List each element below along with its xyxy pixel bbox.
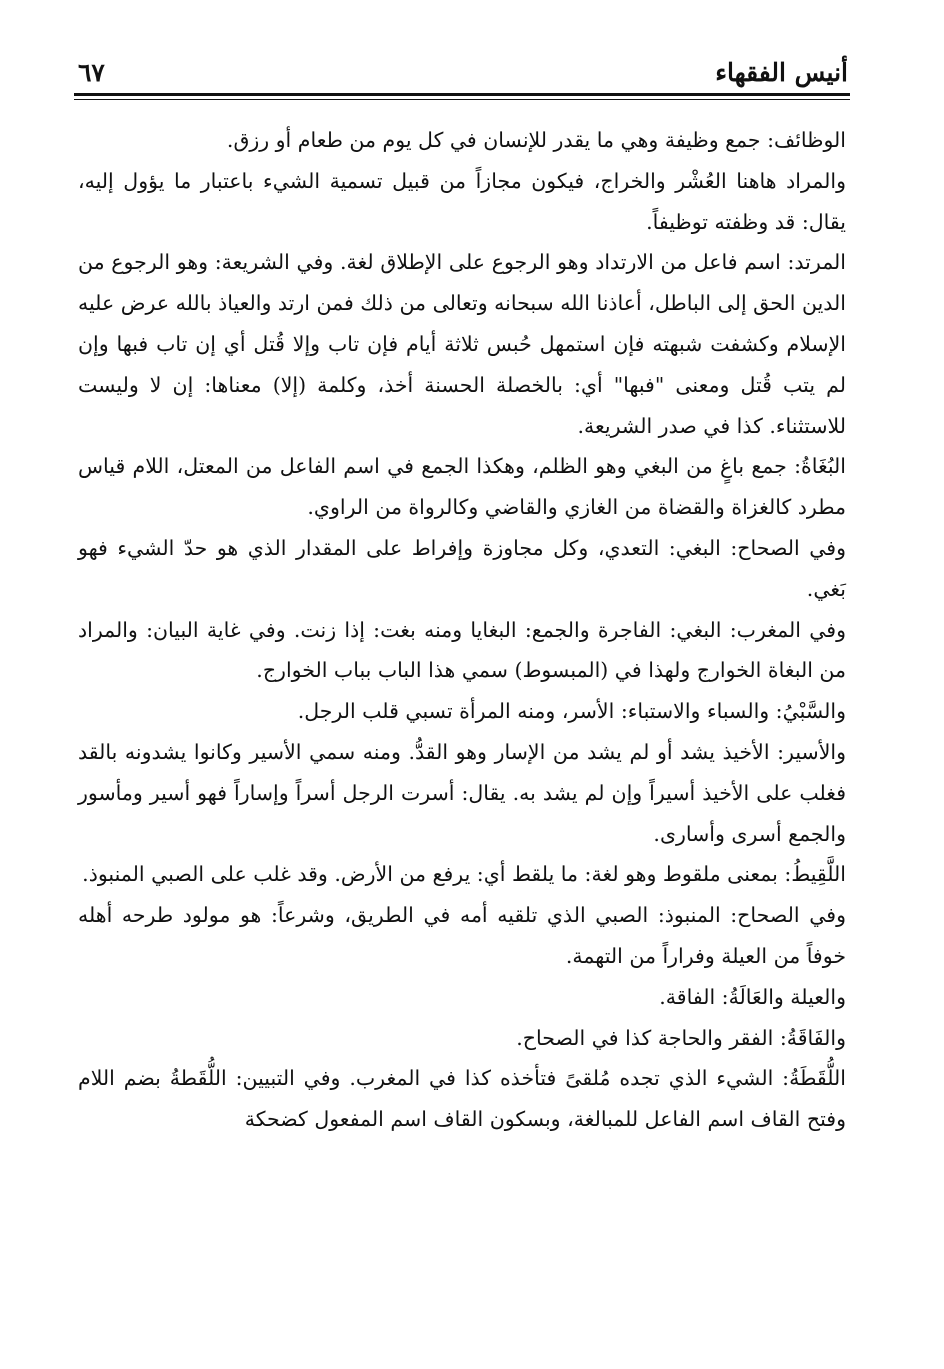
- page-number: ٦٧: [78, 58, 105, 87]
- paragraph-laqit: اللَّقِيطُ: بمعنى ملقوط وهو لغة: ما يلقط أي: يرفع من الأرض. وقد غلب على الصبي المنبوذ.: [82, 862, 846, 887]
- paragraph-luqata: اللُّقَطَةُ: الشيء الذي تجده مُلقىً فتأخذه كذا في المغرب. وفي التبيين: اللُّقَطةُ بضم اللام وفتح القاف اسم الفاعل للمبالغة، وبسكون القاف اسم المفعول كضحكة: [78, 1066, 846, 1132]
- paragraph-wazaif: الوظائف: جمع وظيفة وهي ما يقدر للإنسان في كل يوم من طعام أو رزق.: [226, 128, 846, 152]
- paragraph-manbudh: وفي الصحاح: المنبوذ: الصبي الذي تلقيه أمه في الطريق، وشرعاً: هو مولود طرحه أهله خوفاً من العيلة وفراراً من التهمة.: [78, 903, 846, 968]
- book-title: أنيس الفقهاء: [715, 58, 848, 87]
- paragraph-ayla: والعيلة والعَالَةُ: الفاقة.: [659, 984, 846, 1009]
- page-header: [78, 58, 848, 94]
- paragraph-bughat: البُغَاةُ: جمع باغٍ من البغي وهو الظلم، وهكذا الجمع في اسم الفاعل من المعتل، اللام قياس مطرد كالغزاة والقضاة من الغازي والقاضي وكالرواة من الراوي.: [78, 454, 846, 520]
- paragraph-sihah-baghy: وفي الصحاح: البغي: التعدي، وكل مجاوزة وإفراط على المقدار الذي هو حدّ الشيء فهو بَغي.: [78, 535, 846, 601]
- paragraph-sabi: والسَّبْيُ: والسباء والاستباء: الأسر، ومنه المرأة تسبي قلب الرجل.: [297, 699, 846, 724]
- paragraph-mughrib-baghy: وفي المغرب: البغي: الفاجرة والجمع: البغايا ومنه بغت: إذا زنت. وفي غاية البيان: والمراد من البغاة الخوارج ولهذا في (المبسوط) سمي هذا الباب بباب الخوارج.: [78, 617, 846, 683]
- paragraph-murtad: المرتد: اسم فاعل من الارتداد وهو الرجوع على الإطلاق لغة. وفي الشريعة: وهو الرجوع من الدين الحق إلى الباطل، أعاذنا الله سبحانه وتعالى من ذلك فمن ارتد والعياذ بالله عرض عليه الإسلام وكشفت شبهته فإن استمهل حُبس ثلاثة أيام فإن تاب وإلا قُتل أي إن تاب فبها وإن لم يتب قُتل ومعنى "فبها" أي: بالخصلة الحسنة أخذ، وكلمة (إلا) معناها: إن لا وليست للاستثناء. كذا في صدر الشريعة.: [78, 250, 846, 438]
- header-rule-thick: [74, 93, 850, 96]
- body-text: [78, 120, 846, 1140]
- paragraph-wazaif-meaning: والمراد هاهنا العُشْر والخراج، فيكون مجازاً من قبيل تسمية الشيء باعتبار ما يؤول إليه، يقال: قد وظفته توظيفاً.: [78, 168, 846, 234]
- header-rule-thin: [74, 99, 850, 100]
- paragraph-asir: والأسير: الأخيذ يشد أو لم يشد من الإسار وهو القدُّ. ومنه سمي الأسير وكانوا يشدونه بالقد فغلب على الأخيذ أسيراً وإن لم يشد به. يقال: أسرت الرجل أسراً وإساراً فهو أسير ومأسور والجمع أسرى وأسارى.: [78, 739, 846, 846]
- paragraph-faqa: والفَاقَةُ: الفقر والحاجة كذا في الصحاح.: [516, 1025, 846, 1050]
